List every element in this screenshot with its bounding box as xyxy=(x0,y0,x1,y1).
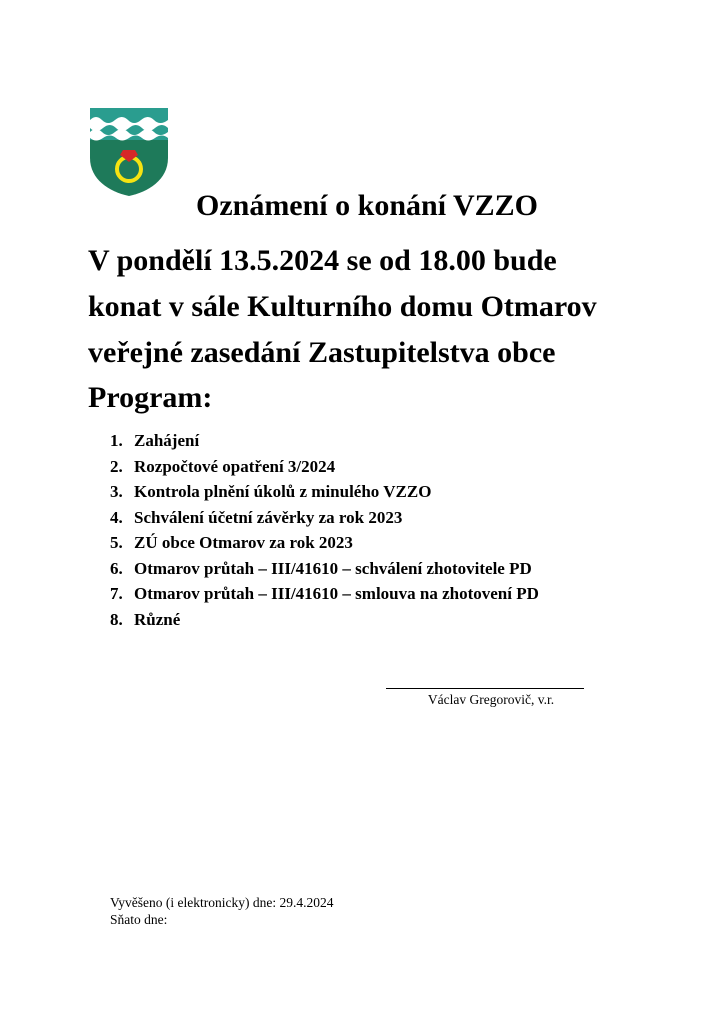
item-text: Různé xyxy=(134,609,181,629)
list-item xyxy=(110,607,539,633)
removed-date: Sňato dne: xyxy=(110,912,168,927)
program-heading: Program: xyxy=(88,381,213,414)
list-item xyxy=(110,530,539,556)
announcement-line: veřejné zasedání Zastupitelstva obce xyxy=(88,336,556,369)
list-item xyxy=(110,454,539,480)
item-number: 7. xyxy=(110,584,123,603)
item-number: 1. xyxy=(110,431,123,450)
posted-date: Vyvěšeno (i elektronicky) dne: 29.4.2024 xyxy=(110,895,334,910)
item-text: Rozpočtové opatření 3/2024 xyxy=(134,456,336,476)
item-number: 5. xyxy=(110,533,123,552)
signature-name: Václav Gregorovič, v.r. xyxy=(427,692,555,707)
item-text: ZÚ obce Otmarov za rok 2023 xyxy=(134,533,353,552)
list-item xyxy=(110,479,539,505)
announcement-line: V pondělí 13.5.2024 se od 18.00 bude xyxy=(88,244,557,277)
posting-info xyxy=(110,894,333,928)
announcement-line: konat v sále Kulturního domu Otmarov xyxy=(88,290,597,323)
list-item xyxy=(110,581,539,607)
coat-of-arms-icon xyxy=(88,106,170,198)
item-number: 8. xyxy=(110,609,123,629)
item-text: Otmarov průtah – III/41610 – schválení zhotovitele PD xyxy=(134,558,532,578)
item-text: Otmarov průtah – III/41610 – smlouva na zhotovení PD xyxy=(134,584,539,603)
item-text: Schválení účetní závěrky za rok 2023 xyxy=(134,507,403,527)
list-item xyxy=(110,428,539,454)
program-list xyxy=(110,428,539,632)
item-text: Kontrola plnění úkolů z minulého VZZO xyxy=(134,482,432,501)
list-item xyxy=(110,556,539,582)
item-number: 3. xyxy=(110,482,123,501)
list-item xyxy=(110,505,539,531)
item-text: Zahájení xyxy=(134,431,200,450)
item-number: 6. xyxy=(110,558,123,578)
announcement-text xyxy=(88,238,708,376)
item-number: 2. xyxy=(110,456,123,476)
page-title: Oznámení o konání VZZO xyxy=(195,189,539,222)
signature-line xyxy=(386,688,584,689)
item-number: 4. xyxy=(110,507,123,527)
